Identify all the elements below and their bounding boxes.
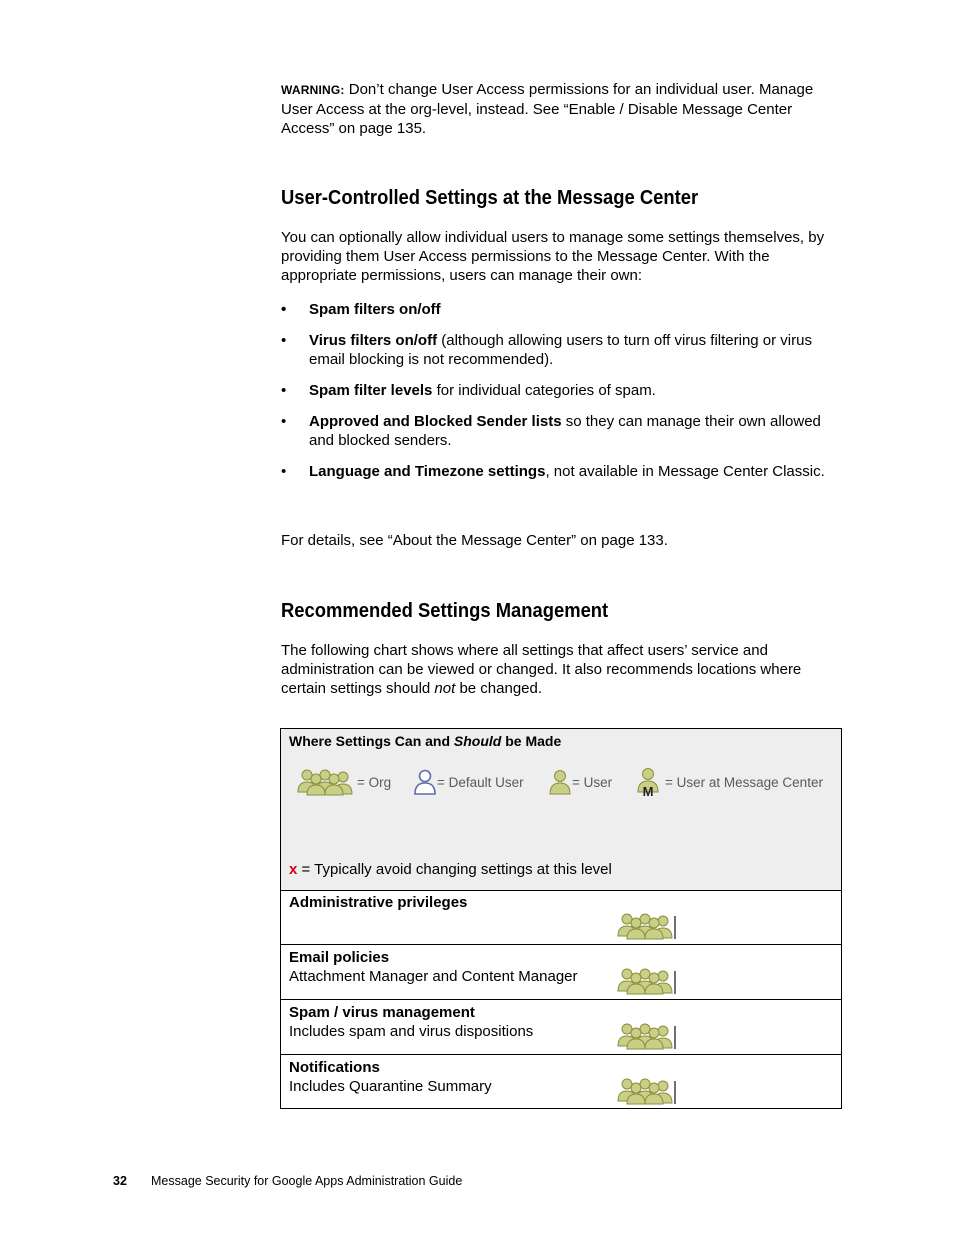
- org-icon: [617, 1077, 679, 1105]
- user-icon: [548, 768, 572, 796]
- row-title: Email policies: [289, 949, 390, 966]
- list-item: • Spam filter levels for individual categories of spam.: [281, 382, 656, 399]
- warning-note: [281, 80, 846, 138]
- org-icon: [617, 912, 679, 940]
- legend-org: [297, 767, 391, 797]
- details-reference: For details, see “About the Message Center” on page 133.: [281, 532, 668, 549]
- section-intro-user-controlled: You can optionally allow individual users to manage some settings themselves, by providing them User Access permissions to the Message Center. With the appropriate permissions, users can manage their own:: [281, 229, 825, 284]
- row-title: Spam / virus management: [289, 1004, 475, 1021]
- message-center-letter: M: [642, 784, 654, 797]
- legend-default-user: [413, 767, 524, 797]
- list-item: • Approved and Blocked Sender lists so they can manage their own allowed and blocked senders.: [281, 413, 821, 449]
- avoid-x-mark: x: [289, 861, 298, 878]
- row-title: Notifications: [289, 1059, 380, 1076]
- user-settings-list: [281, 300, 846, 481]
- table-row: [281, 945, 841, 1000]
- settings-table: [280, 728, 842, 1109]
- org-icon: [617, 1022, 679, 1050]
- footer-guide-title: Message Security for Google Apps Administration Guide: [151, 1174, 463, 1188]
- legend-user: [548, 767, 612, 797]
- section-heading-recommended: Recommended Settings Management: [281, 600, 609, 622]
- default-user-icon: [413, 768, 437, 796]
- row-subtitle: Includes Quarantine Summary: [289, 1078, 492, 1095]
- legend-org-label: = Org: [357, 774, 392, 790]
- table-row: [281, 890, 841, 945]
- list-item: • Language and Timezone settings, not available in Message Center Classic.: [281, 463, 825, 480]
- row-subtitle: Includes spam and virus dispositions: [289, 1023, 534, 1040]
- warning-label: WARNING:: [281, 83, 345, 97]
- legend-user-label: = User: [572, 774, 613, 790]
- table-header: [281, 729, 841, 891]
- warning-text: Don’t change User Access permissions for an individual user. Manage User Access at the org-level, instead. See “Enable / Disable Message Center Access” on page 135.: [281, 81, 814, 137]
- row-subtitle: Attachment Manager and Content Manager: [289, 968, 578, 985]
- page-number: 32: [113, 1174, 127, 1188]
- row-title: Administrative privileges: [289, 894, 468, 911]
- table-title: Where Settings Can and Should be Made: [289, 733, 562, 749]
- avoid-note: x = Typically avoid changing settings at this level: [289, 861, 612, 878]
- section-heading-user-controlled: User-Controlled Settings at the Message Center: [281, 187, 699, 209]
- list-item: • Spam filters on/off: [281, 301, 441, 318]
- legend-default-user-label: = Default User: [437, 774, 524, 790]
- org-icon: [617, 967, 679, 995]
- legend-message-center-label: = User at Message Center: [665, 774, 823, 790]
- section-intro-recommended: The following chart shows where all settings that affect users’ service and administration can be viewed or changed. It also recommends locations where certain settings should not be changed.: [281, 642, 802, 697]
- legend-message-center-user: [635, 767, 823, 797]
- table-row: [281, 1000, 841, 1055]
- table-row: [281, 1055, 841, 1110]
- list-item: • Virus filters on/off (although allowing users to turn off virus filtering or virus email blocking is not recommended).: [281, 332, 812, 368]
- org-icon: [297, 768, 357, 796]
- message-center-user-icon: [635, 767, 661, 797]
